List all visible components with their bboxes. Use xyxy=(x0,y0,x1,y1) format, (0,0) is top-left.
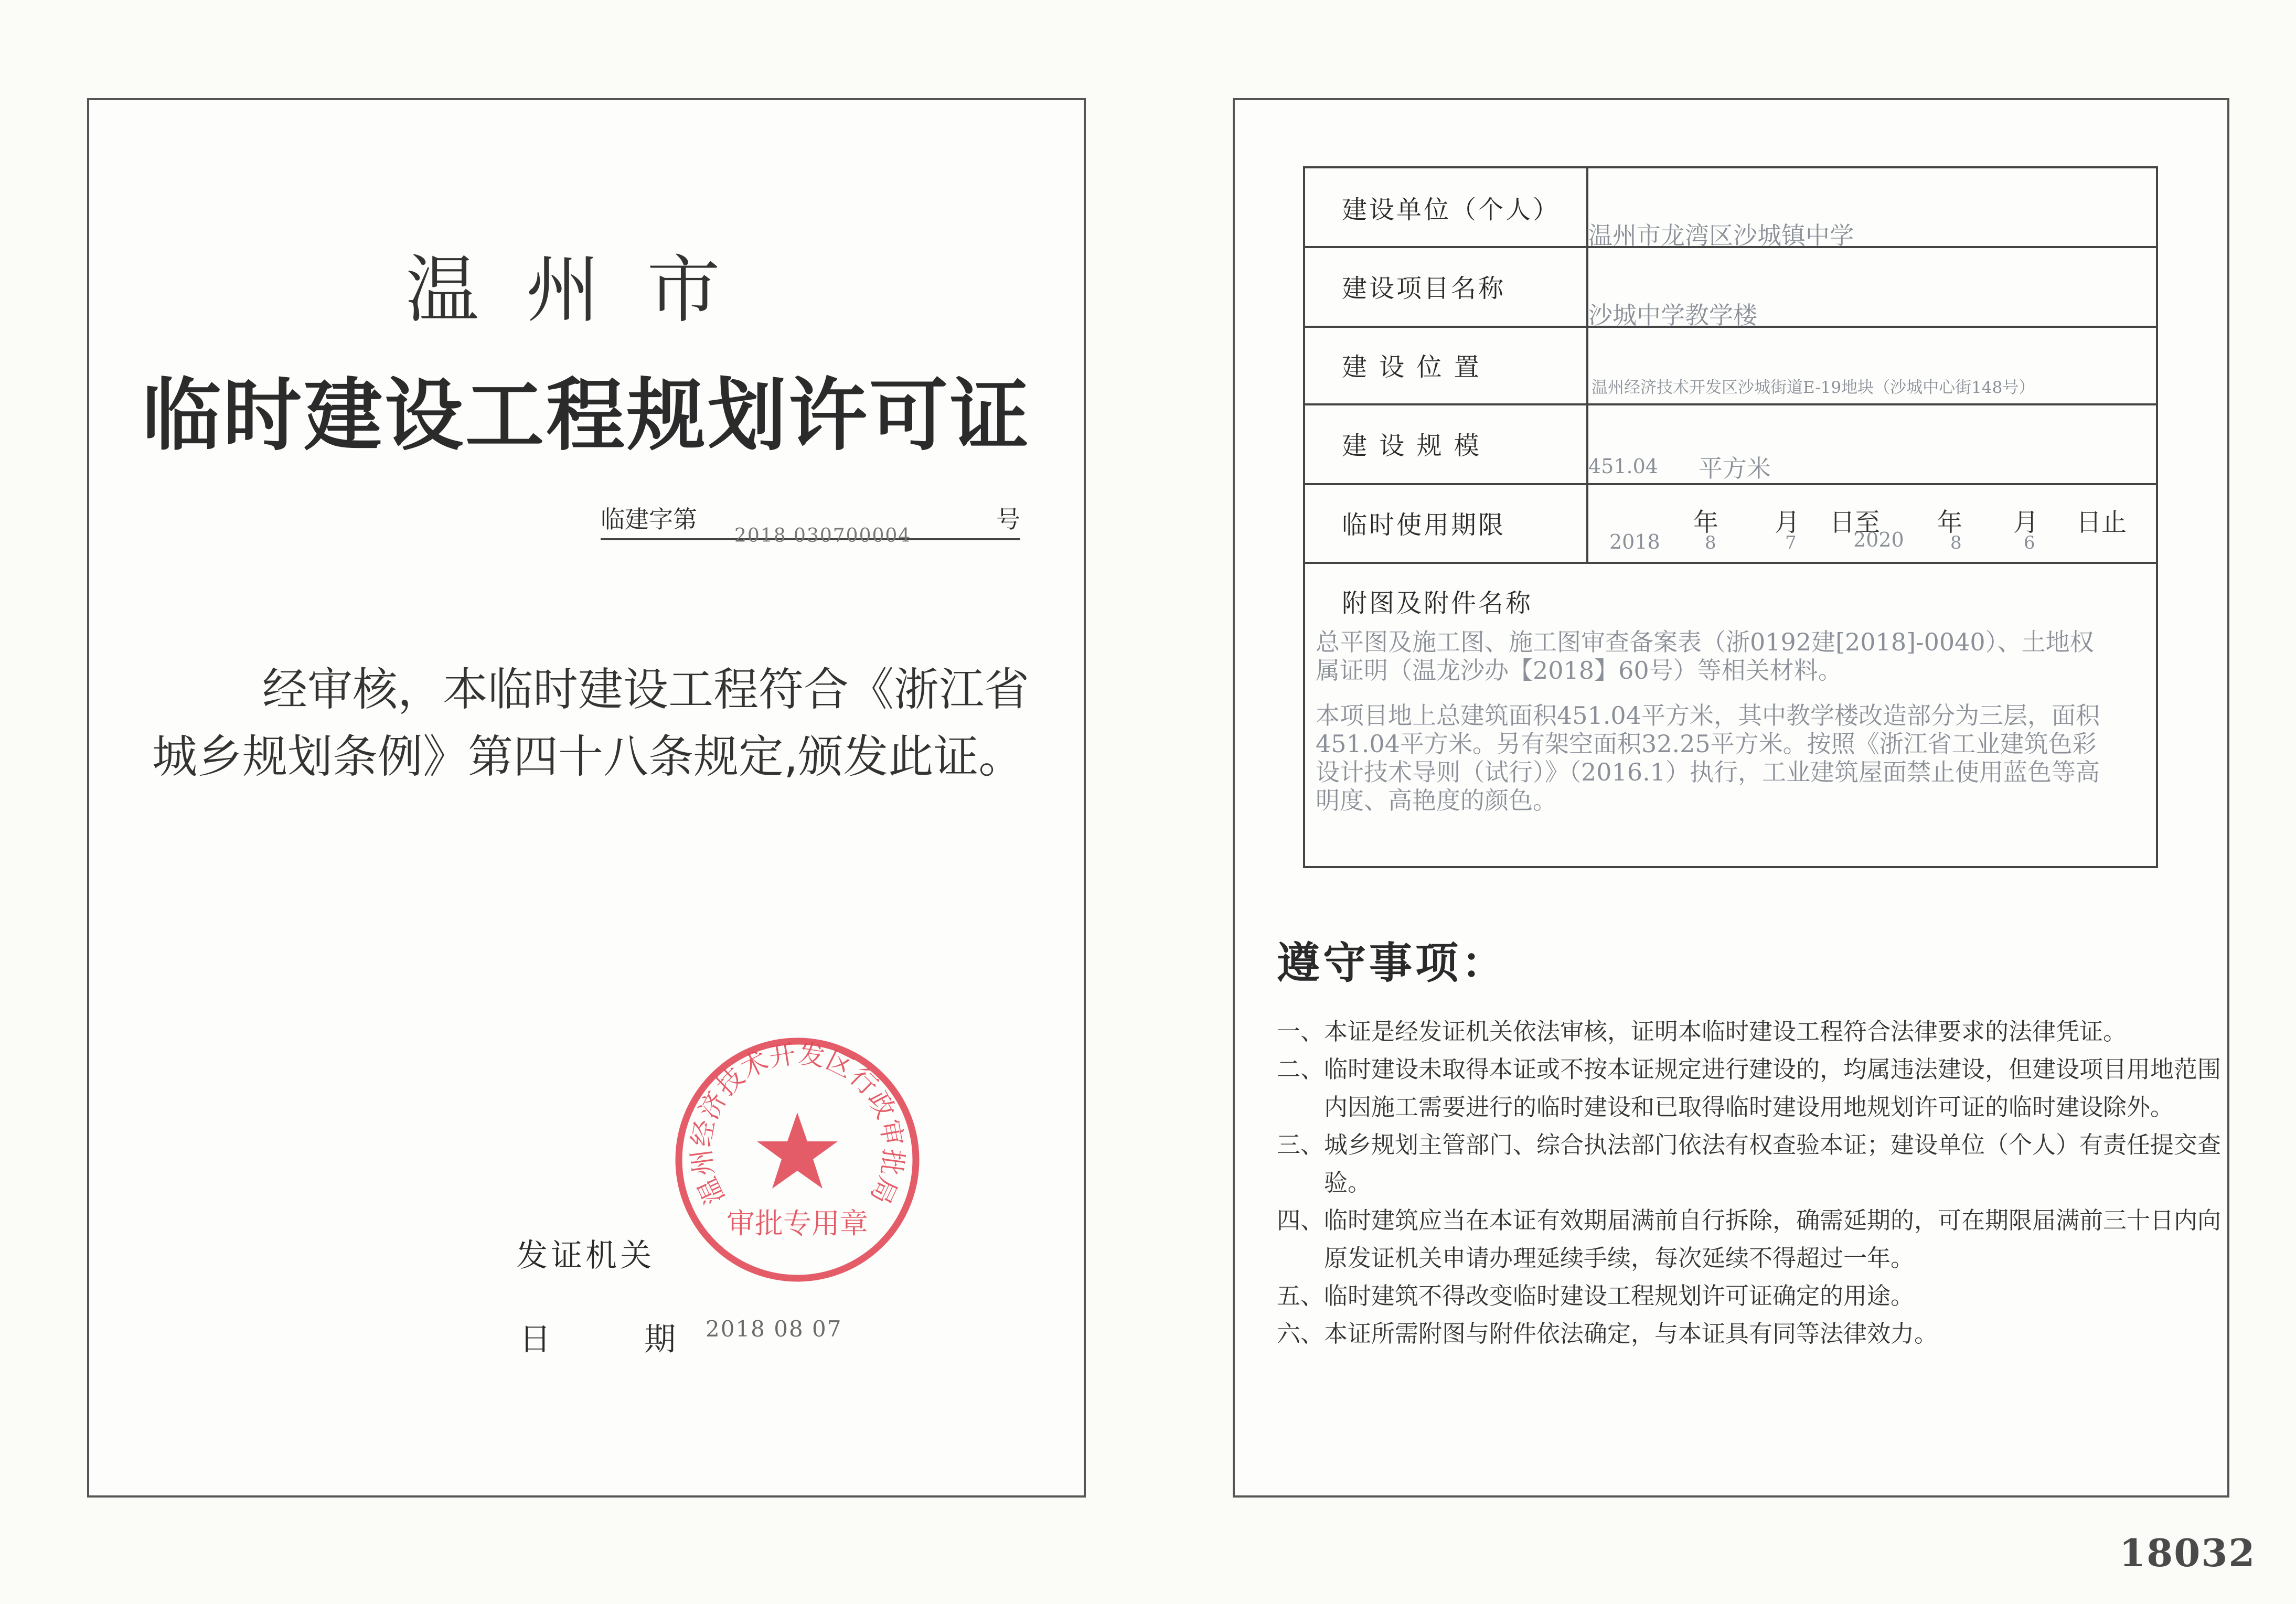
date-label-char-1: 日 xyxy=(519,1321,551,1358)
row-usage-period xyxy=(1305,483,2156,564)
official-seal xyxy=(671,1034,923,1286)
end-label: 日止 xyxy=(2076,508,2127,537)
project-name-value: 沙城中学教学楼 xyxy=(1588,301,1757,329)
row-label: 建 设 位 置 xyxy=(1305,326,1588,403)
row-label: 建设单位（个人） xyxy=(1305,168,1588,246)
note-item: 五、临时建筑不得改变临时建设工程规划许可证确定的用途。 xyxy=(1277,1282,1915,1310)
start-month: 8 xyxy=(1705,532,1716,553)
issue-date: 2018 08 07 xyxy=(706,1316,842,1342)
end-day: 6 xyxy=(2024,532,2035,553)
permit-details-page xyxy=(1233,98,2229,1498)
usage-period-value xyxy=(1588,483,2156,562)
permit-number-suffix: 号 xyxy=(996,505,1020,533)
serial-number: 18032 xyxy=(2119,1531,2256,1575)
permit-number-prefix: 临建字第 xyxy=(601,505,697,533)
start-year: 2018 xyxy=(1609,530,1660,553)
permit-number: 2018 030700004 xyxy=(734,525,912,547)
attachments-text: 总平图及施工图、施工图审查备案表（浙0192建[2018]-0040）、土地权属证明（温龙沙办【2018】60号）等相关材料。 xyxy=(1316,628,2094,685)
date-label-char-2: 期 xyxy=(644,1321,676,1358)
note-item: 一、本证是经发证机关依法审核，证明本临时建设工程符合法律要求的法律凭证。 xyxy=(1277,1018,2127,1045)
row-label: 建设项目名称 xyxy=(1305,246,1588,326)
start-day: 7 xyxy=(1785,532,1797,553)
note-item: 三、城乡规划主管部门、综合执法部门依法有权查验本证；建设单位（个人）有责任提交查验。 xyxy=(1277,1131,2222,1196)
project-remarks: 本项目地上总建筑面积451.04平方米，其中教学楼改造部分为三层，面积451.04平方米。另有架空面积32.25平方米。按照《浙江省工业建筑色彩设计技术导则（试行）》（2016.1）执行，工业建筑屋面禁止使用蓝色等高明度、高艳度的颜色。 xyxy=(1316,701,2100,815)
permit-title: 临时建设工程规划许可证 xyxy=(142,370,1031,462)
row-label: 建 设 规 模 xyxy=(1305,403,1588,483)
note-item: 四、临时建筑应当在本证有效期届满前自行拆除，确需延期的，可在期限届满前三十日内向原发证机关申请办理延续手续，每次延续不得超过一年。 xyxy=(1277,1206,2222,1272)
month-label: 月 xyxy=(2013,508,2039,537)
permit-front-page xyxy=(87,98,1086,1498)
row-project-name xyxy=(1305,246,2156,328)
issuing-city: 温州市 xyxy=(405,248,767,333)
compliance-notes-title: 遵守事项： xyxy=(1277,938,1508,988)
issue-date-label xyxy=(519,1314,676,1360)
row-scale xyxy=(1305,403,2156,485)
location-value: 温州经济技术开发区沙城街道E-19地块（沙城中心街148号） xyxy=(1592,378,2035,397)
note-item: 六、本证所需附图与附件依法确定，与本证具有同等法律效力。 xyxy=(1277,1320,1938,1348)
end-month: 8 xyxy=(1950,532,1962,553)
issuing-authority-label: 发证机关 xyxy=(516,1237,655,1274)
project-info-table xyxy=(1303,166,2158,868)
attachments-label: 附图及附件名称 xyxy=(1342,589,1533,618)
year-label: 年 xyxy=(1937,508,1963,537)
scale-value xyxy=(1588,403,2156,483)
compliance-notes xyxy=(1277,1013,2221,1353)
row-construction-unit xyxy=(1305,168,2156,248)
row-location xyxy=(1305,326,2156,405)
month-label: 月 xyxy=(1775,508,1800,537)
approval-statement: 经审核，本临时建设工程符合《浙江省城乡规划条例》第四十八条规定,颁发此证。 xyxy=(152,664,1029,783)
end-year: 2020 xyxy=(1853,528,1904,551)
year-label: 年 xyxy=(1693,508,1719,537)
construction-unit-value: 温州市龙湾区沙城镇中学 xyxy=(1588,221,1854,250)
seal-outer-text: 温州经济技术开发区行政审批局 xyxy=(686,1038,909,1210)
to-label: 日至 xyxy=(1830,508,1881,537)
scale-unit: 平方米 xyxy=(1699,454,1771,483)
row-label: 临时使用期限 xyxy=(1305,483,1588,562)
permit-number-line xyxy=(601,501,1020,547)
scale-number: 451.04 xyxy=(1588,455,1658,478)
seal-star xyxy=(757,1113,838,1189)
note-item: 二、临时建设未取得本证或不按本证规定进行建设的，均属违法建设，但建设项目用地范围内因施工需要进行的临时建设和已取得临时建设用地规划许可证的临时建设除外。 xyxy=(1277,1055,2222,1121)
seal-inner-text: 审批专用章 xyxy=(727,1207,868,1240)
